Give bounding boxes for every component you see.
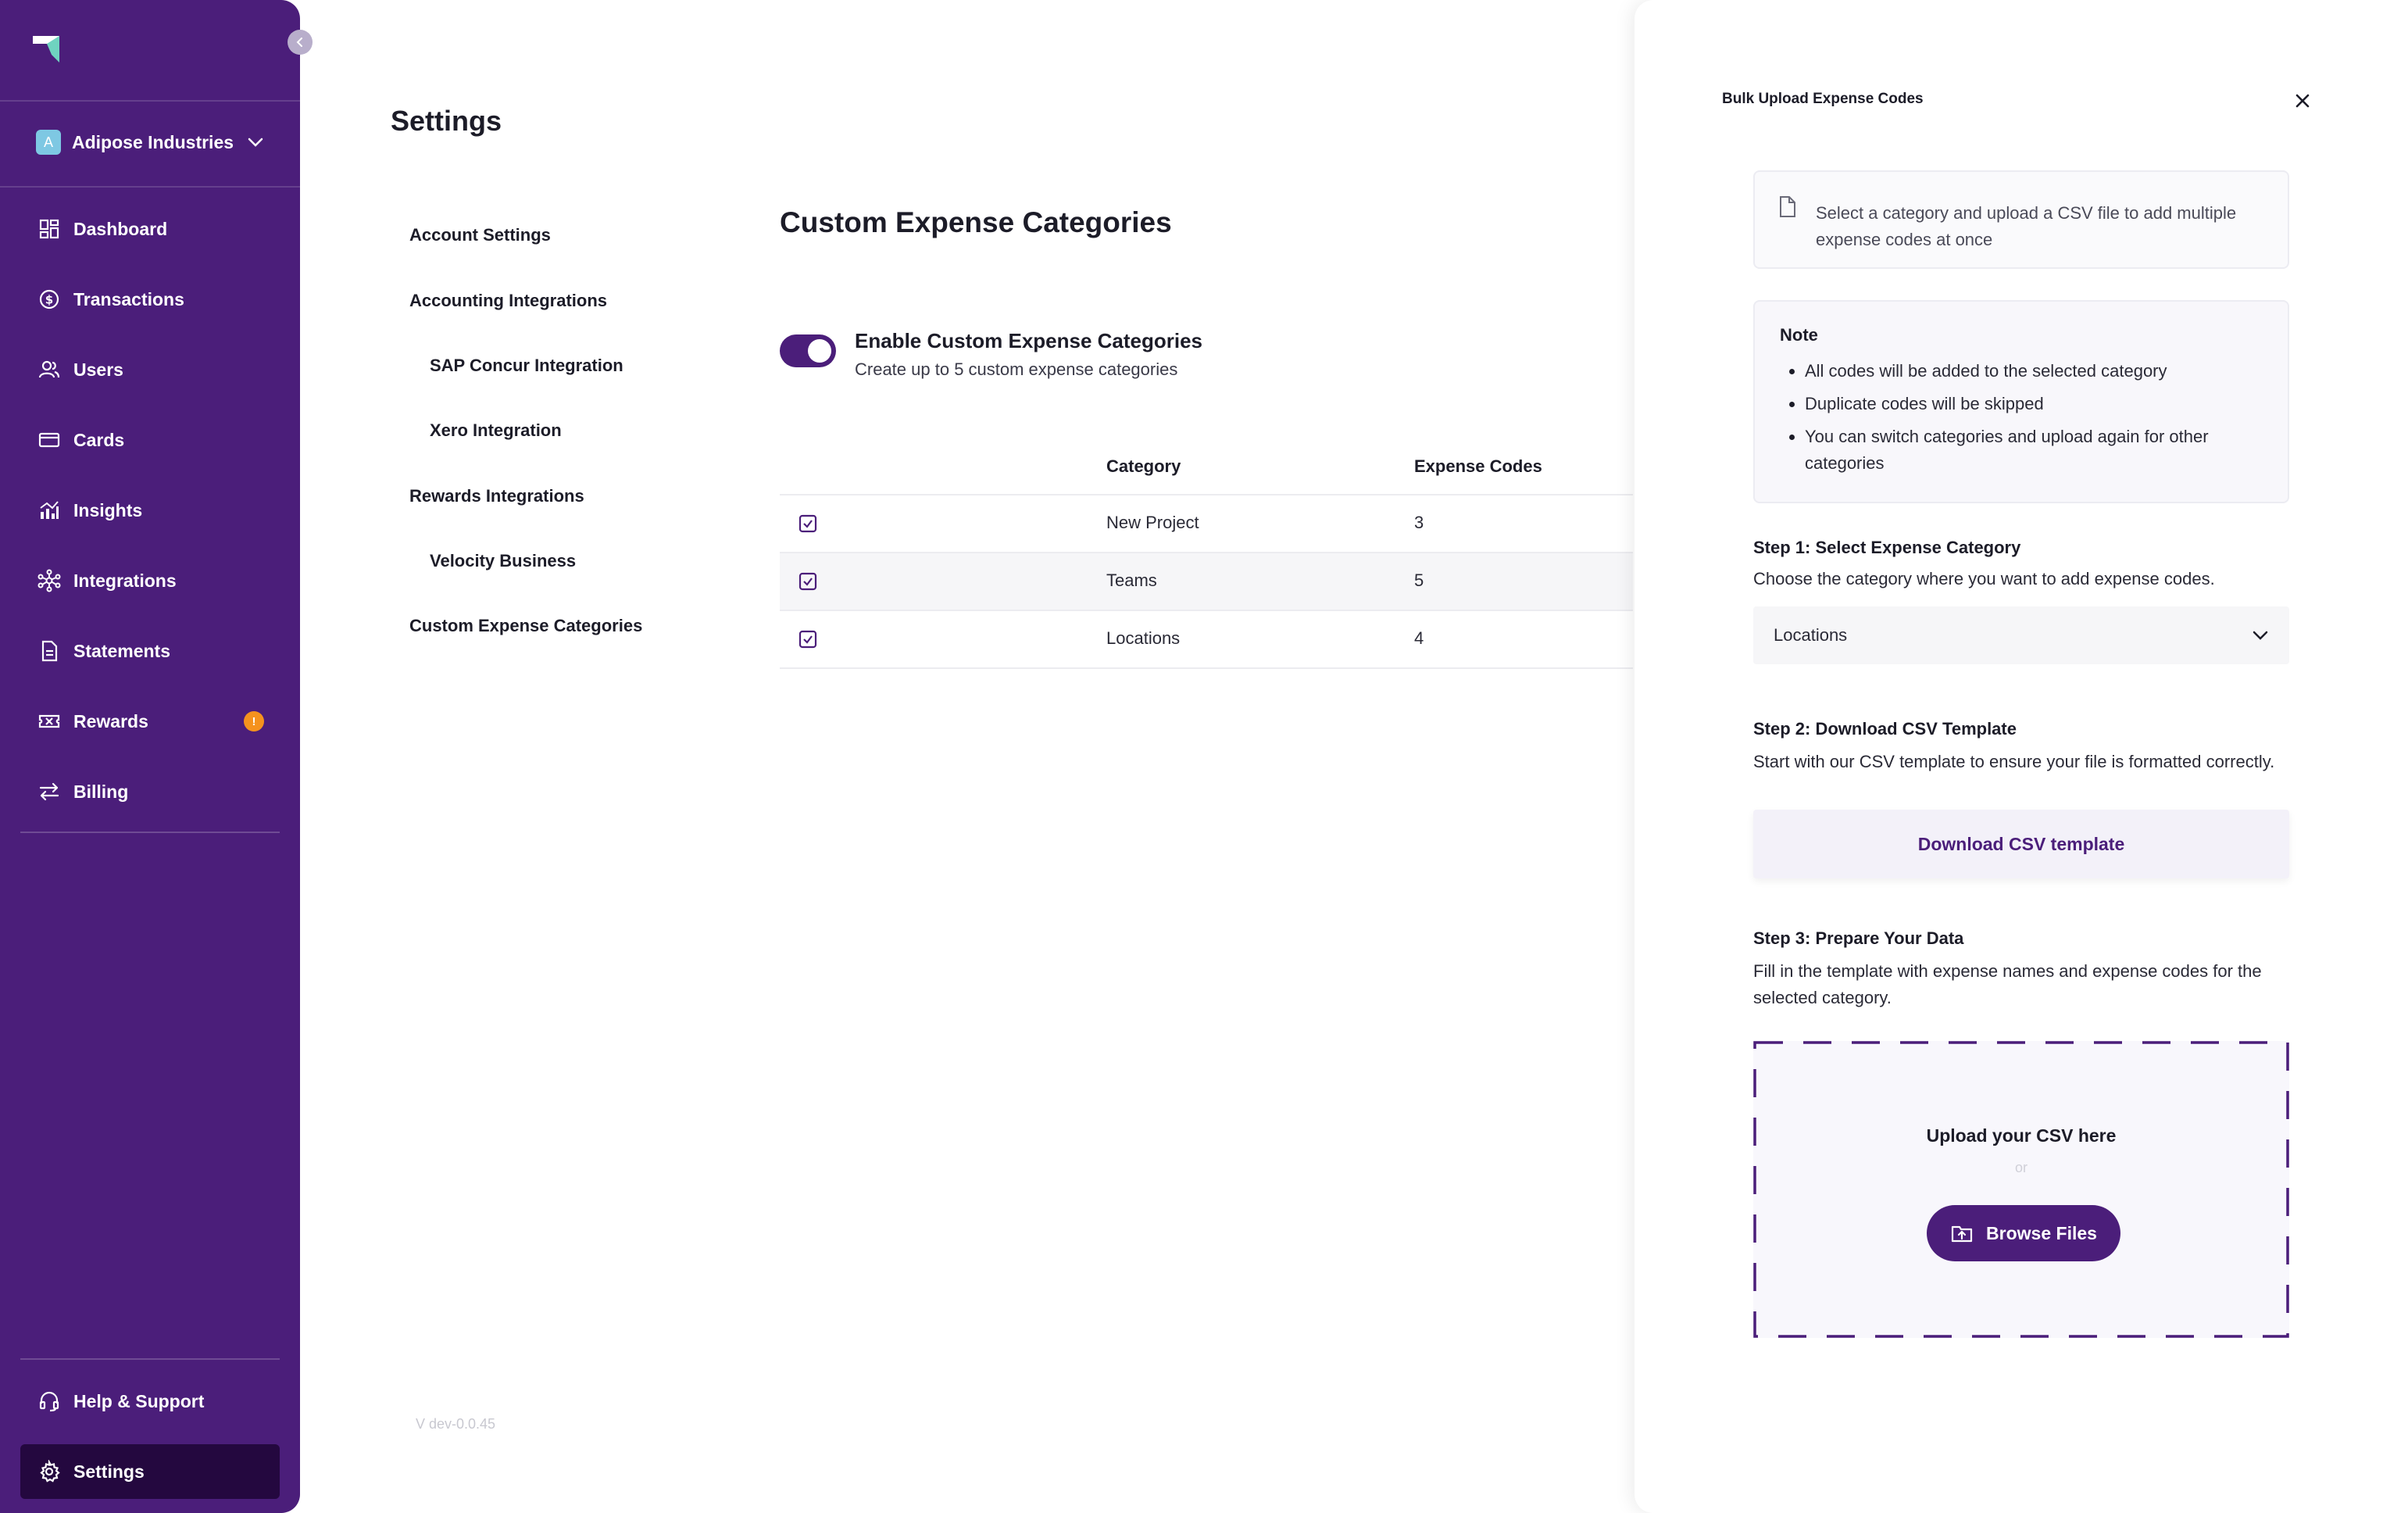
- bulk-upload-drawer: [1635, 0, 2408, 1513]
- folder-upload-icon: [1950, 1221, 1974, 1245]
- column-header-expense-codes: Expense Codes: [1414, 456, 1542, 476]
- nav-item-help[interactable]: [20, 1374, 280, 1429]
- dollar-circle-icon: [38, 288, 61, 311]
- brand-logo: [31, 31, 66, 66]
- org-avatar: A: [36, 130, 61, 155]
- nav-divider: [20, 1358, 280, 1360]
- sidebar: [0, 0, 300, 1513]
- nav-item-transactions[interactable]: [20, 272, 280, 327]
- table-row[interactable]: [780, 611, 1633, 669]
- sidebar-divider: [0, 100, 300, 102]
- step3-description: Fill in the template with expense names and expense codes for the selected category.: [1753, 961, 2262, 1007]
- nav-label: Statements: [73, 640, 170, 661]
- nav-item-dashboard[interactable]: [20, 202, 280, 256]
- settings-nav-accounting-integrations[interactable]: Accounting Integrations: [409, 291, 607, 310]
- settings-nav-velocity-business[interactable]: Velocity Business: [430, 551, 577, 571]
- nav-label: Billing: [73, 781, 129, 802]
- svg-text:$: $: [45, 292, 54, 307]
- note-list: [1780, 358, 2264, 483]
- checkbox-checked-icon[interactable]: [798, 514, 817, 533]
- nav-item-insights[interactable]: [20, 483, 280, 538]
- column-header-category: Category: [1106, 456, 1181, 476]
- rewards-alert-badge: !: [244, 711, 264, 731]
- settings-nav-xero[interactable]: Xero Integration: [430, 420, 562, 440]
- nav-label: Integrations: [73, 570, 177, 591]
- version-label: V dev-0.0.45: [416, 1416, 496, 1432]
- integrations-icon: [38, 569, 61, 592]
- headset-icon: [38, 1390, 61, 1413]
- nav-label: Dashboard: [73, 218, 168, 239]
- note-item: You can switch categories and upload again for other categories: [1780, 424, 2264, 477]
- dropzone-border: [1753, 1041, 2289, 1338]
- chevron-down-icon: [2249, 624, 2272, 647]
- ticket-icon: [38, 710, 61, 733]
- close-icon[interactable]: [2291, 89, 2314, 113]
- sidebar-divider: [0, 186, 300, 188]
- download-csv-template-button[interactable]: Download CSV template: [1753, 810, 2289, 878]
- step3-title: Step 3: Prepare Your Data: [1753, 928, 1964, 948]
- toggle-knob: [808, 339, 831, 363]
- org-name: Adipose Industries: [72, 131, 234, 152]
- table-row[interactable]: [780, 553, 1633, 611]
- dashboard-icon: [38, 217, 61, 241]
- step1-description: Choose the category where you want to add expense codes.: [1753, 569, 2215, 588]
- step2-title: Step 2: Download CSV Template: [1753, 719, 2017, 739]
- category-select[interactable]: [1753, 606, 2289, 664]
- expense-code-count: 3: [1414, 513, 1424, 532]
- nav-label: Settings: [73, 1461, 145, 1482]
- expense-code-count: 5: [1414, 571, 1424, 590]
- org-switcher[interactable]: [36, 130, 266, 155]
- chevron-left-icon: [294, 36, 306, 48]
- upload-title: Upload your CSV here: [1926, 1125, 2117, 1146]
- info-box: [1753, 170, 2289, 269]
- nav-item-integrations[interactable]: [20, 553, 280, 608]
- gear-icon: [38, 1460, 61, 1483]
- settings-nav-sap-concur[interactable]: SAP Concur Integration: [430, 356, 623, 375]
- card-icon: [38, 428, 61, 452]
- nav-label: Help & Support: [73, 1390, 205, 1411]
- browse-files-button[interactable]: [1927, 1205, 2120, 1261]
- collapse-sidebar-button[interactable]: [288, 30, 313, 55]
- nav-item-billing[interactable]: [20, 764, 280, 819]
- step2-description: Start with our CSV template to ensure your file is formatted correctly.: [1753, 752, 2275, 771]
- page-title: Settings: [391, 105, 502, 137]
- category-name: Teams: [1106, 571, 1157, 590]
- nav-item-cards[interactable]: [20, 413, 280, 467]
- nav-item-users[interactable]: [20, 342, 280, 397]
- expense-code-count: 4: [1414, 628, 1424, 648]
- users-icon: [38, 358, 61, 381]
- settings-nav-rewards-integrations[interactable]: Rewards Integrations: [409, 486, 584, 506]
- note-box: [1753, 300, 2289, 503]
- category-name: New Project: [1106, 513, 1199, 532]
- settings-nav-account[interactable]: Account Settings: [409, 225, 551, 245]
- nav-item-statements[interactable]: [20, 624, 280, 678]
- nav-label: Transactions: [73, 288, 184, 309]
- checkbox-checked-icon[interactable]: [798, 572, 817, 591]
- table-row[interactable]: [780, 495, 1633, 553]
- select-value: Locations: [1774, 625, 1848, 645]
- nav-label: Insights: [73, 499, 143, 520]
- checkbox-checked-icon[interactable]: [798, 630, 817, 649]
- step1-title: Step 1: Select Expense Category: [1753, 538, 2021, 557]
- insights-icon: [38, 499, 61, 522]
- nav-item-rewards[interactable]: [20, 694, 280, 749]
- chevron-down-icon: [245, 131, 266, 153]
- csv-dropzone[interactable]: [1753, 1041, 2289, 1338]
- note-title: Note: [1780, 325, 1818, 345]
- document-icon: [38, 639, 61, 663]
- drawer-title: Bulk Upload Expense Codes: [1722, 91, 1924, 107]
- section-title: Custom Expense Categories: [780, 206, 1172, 238]
- upload-or: or: [2014, 1160, 2028, 1175]
- arrows-icon: [38, 780, 61, 803]
- note-item: All codes will be added to the selected category: [1780, 358, 2264, 385]
- nav-label: Users: [73, 359, 123, 380]
- settings-nav-custom-expense-categories[interactable]: Custom Expense Categories: [409, 616, 643, 635]
- toggle-title: Enable Custom Expense Categories: [855, 329, 1203, 352]
- info-text: Select a category and upload a CSV file to add multiple expense codes at once: [1816, 203, 2237, 249]
- nav-label: Rewards: [73, 710, 148, 731]
- nav-label: Cards: [73, 429, 125, 450]
- nav-divider: [20, 832, 280, 833]
- table-header: [780, 442, 1633, 495]
- toggle-subtitle: Create up to 5 custom expense categories: [855, 359, 1178, 379]
- file-icon: [1777, 195, 1799, 219]
- nav-item-settings[interactable]: [20, 1444, 280, 1499]
- browse-files-label: Browse Files: [1986, 1222, 2097, 1243]
- category-name: Locations: [1106, 628, 1181, 648]
- note-item: Duplicate codes will be skipped: [1780, 391, 2264, 417]
- enable-custom-categories-toggle[interactable]: [780, 334, 836, 367]
